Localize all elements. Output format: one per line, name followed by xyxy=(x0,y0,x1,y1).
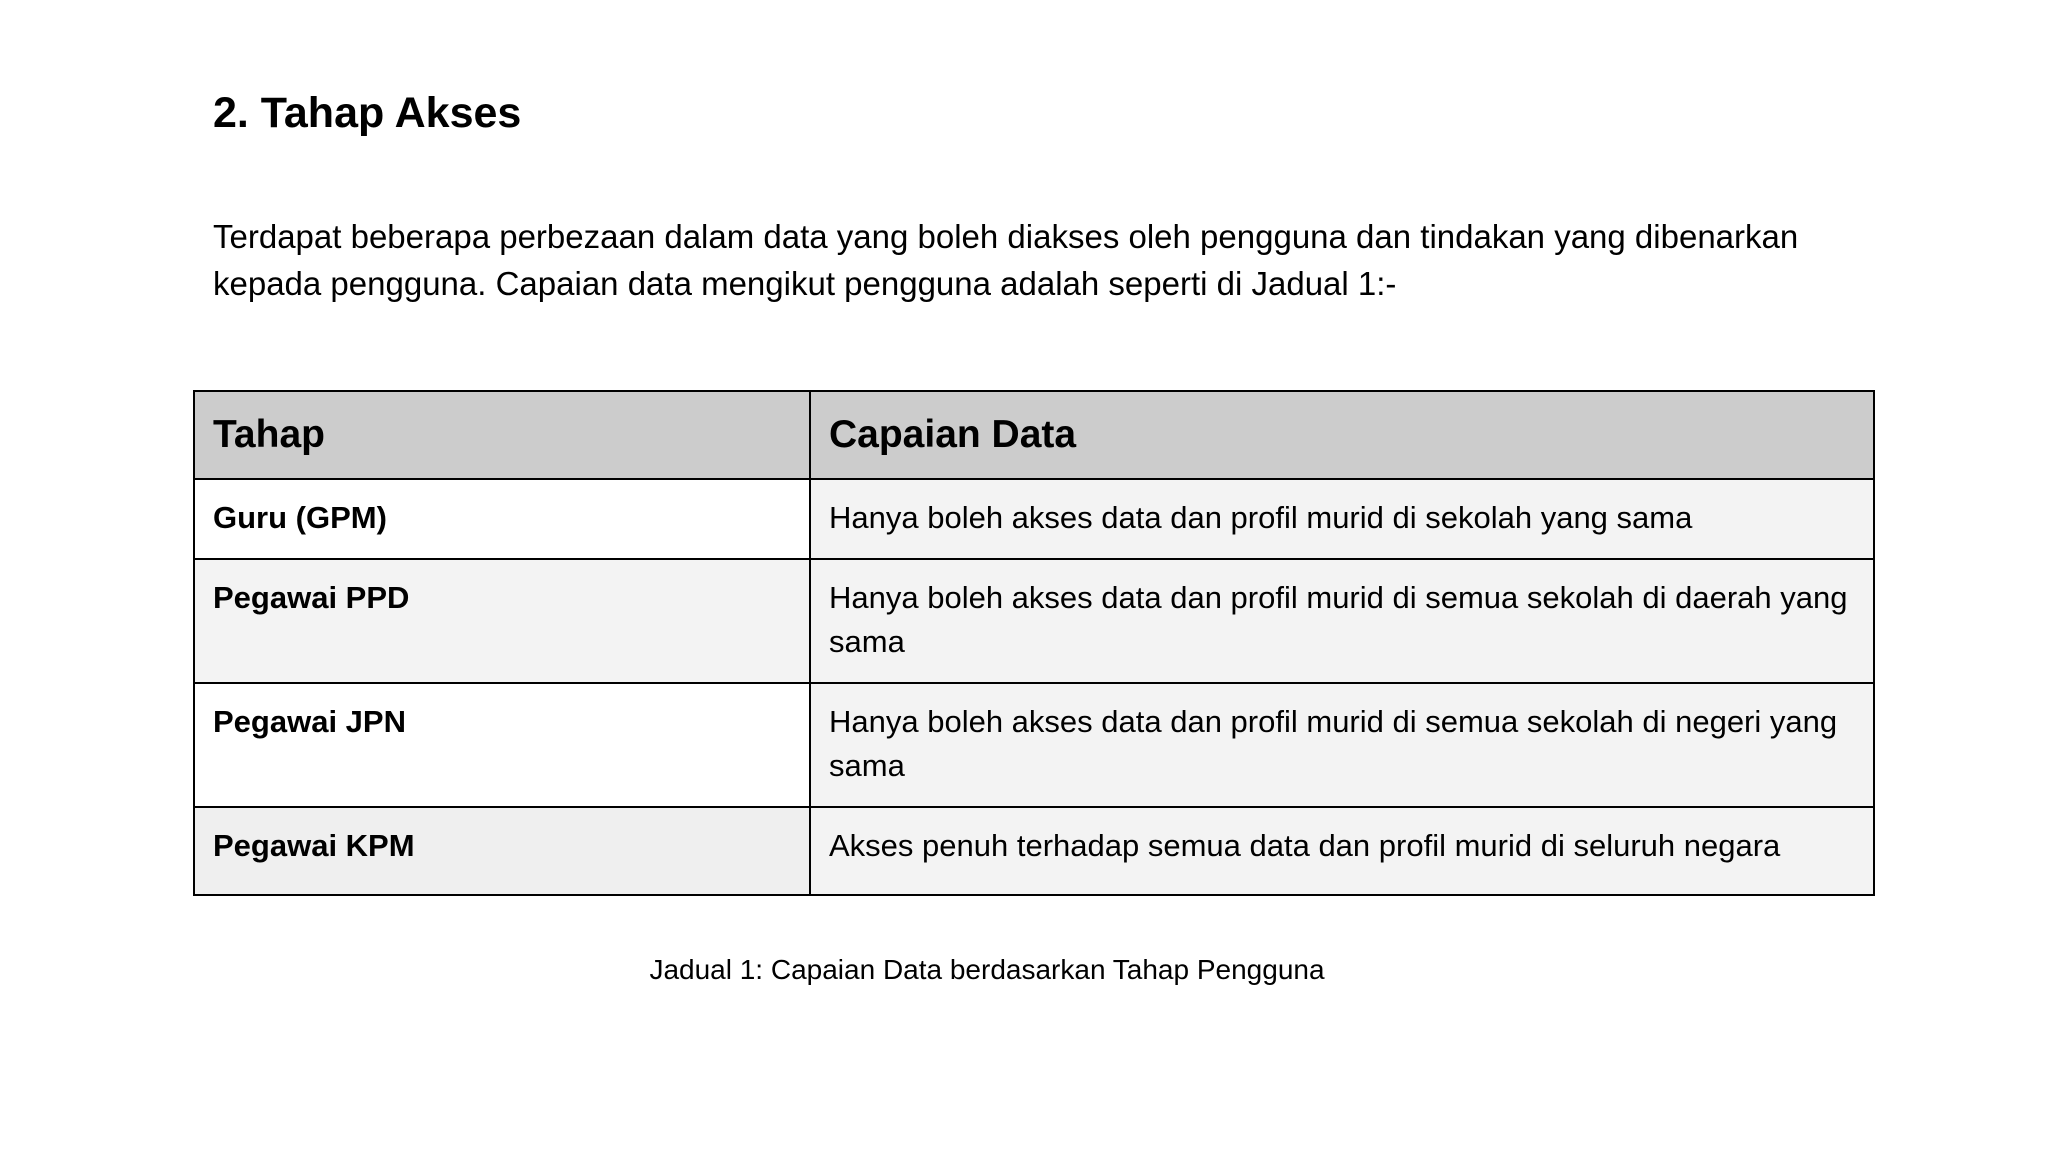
access-cell: Akses penuh terhadap semua data dan profil murid di seluruh negara xyxy=(810,807,1874,895)
table-caption: Jadual 1: Capaian Data berdasarkan Tahap Pengguna xyxy=(649,954,1325,985)
access-level-table xyxy=(193,390,1875,896)
level-cell: Guru (GPM) xyxy=(194,479,810,559)
access-table-container xyxy=(193,390,1873,896)
section-heading: 2. Tahap Akses xyxy=(213,89,522,137)
table-row xyxy=(194,683,1874,807)
table-row xyxy=(194,807,1874,895)
access-cell: Hanya boleh akses data dan profil murid di semua sekolah di daerah yang sama xyxy=(810,559,1874,683)
level-cell: Pegawai PPD xyxy=(194,559,810,683)
intro-paragraph: Terdapat beberapa perbezaan dalam data yang boleh diakses oleh pengguna dan tindakan yang dibenarkan kepada pengguna. Capaian data mengikut pengguna adalah seperti di Jadual 1:- xyxy=(213,218,1799,302)
header-data-access: Capaian Data xyxy=(810,391,1874,479)
access-cell: Hanya boleh akses data dan profil murid di sekolah yang sama xyxy=(810,479,1874,559)
table-row xyxy=(194,559,1874,683)
access-cell: Hanya boleh akses data dan profil murid di semua sekolah di negeri yang sama xyxy=(810,683,1874,807)
level-cell: Pegawai JPN xyxy=(194,683,810,807)
header-level: Tahap xyxy=(194,391,810,479)
table-header-row xyxy=(194,391,1874,479)
level-cell: Pegawai KPM xyxy=(194,807,810,895)
table-row xyxy=(194,479,1874,559)
